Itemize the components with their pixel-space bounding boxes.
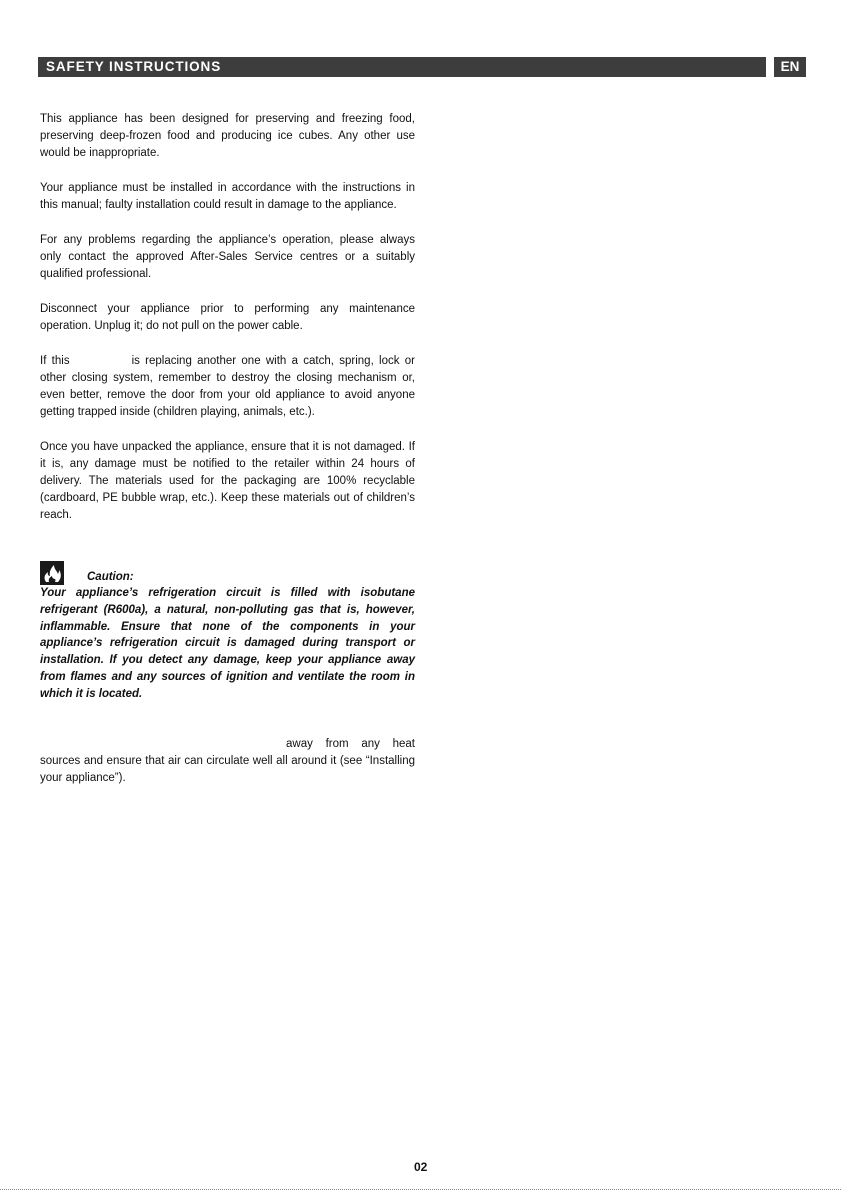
paragraph-unpacking: Once you have unpacked the appliance, ensure that it is not damaged. If it is, any damage must be notified to the retailer within 24 hours of delivery. The materials used for the packaging are 100% recyclable (cardboard, PE bubble wrap, etc.). Keep these materials out of children’s reach. [40,441,415,521]
old-appliance-lead: If this [40,355,70,367]
safety-text-column [40,111,415,787]
language-badge: EN [774,57,806,77]
paragraph-old-appliance [40,353,415,421]
paragraph-after-sales: For any problems regarding the appliance’s operation, please always only contact the approved After-Sales Service centres or a suitably qualified professional. [40,234,415,280]
caution-text: Your appliance’s refrigeration circuit is filled with isobutane refrigerant (R600a), a natural, non-polluting gas that is, however, inflammable. Ensure that none of the components in your appliance’s refrigeration circuit is damaged during transport or installation. If you detect any damage, keep your appliance away from flames and any sources of ignition and ventilate the room in which it is located. [40,587,415,700]
old-appliance-rest: is replacing another one with a catch, spring, lock or other closing system, remember to destroy the closing mechanism or, even better, remove the door from your old appliance to avoid anyone getting trapped inside (children playing, animals, etc.). [40,355,416,418]
footer-divider [0,1189,841,1190]
placement-rest: sources and ensure that air can circulate well all around it (see “Installing your appliance”). [40,754,415,784]
paragraph-installation: Your appliance must be installed in accordance with the instructions in this manual; faulty installation could result in damage to the appliance. [40,182,415,211]
placement-lead: away from any heat [286,737,415,750]
caution-label: Caution: [87,571,134,583]
paragraph-intended-use: This appliance has been designed for preserving and freezing food, preserving deep-frozen food and producing ice cubes. Any other use would be inappropriate. [40,113,415,159]
section-title: SAFETY INSTRUCTIONS [46,59,222,74]
paragraph-placement [40,736,415,787]
flame-warning-icon [40,561,64,585]
section-title-bar [38,57,766,77]
caution-heading [40,560,415,585]
paragraph-disconnect: Disconnect your appliance prior to performing any maintenance operation. Unplug it; do not pull on the power cable. [40,303,415,332]
page-number: 02 [414,1160,428,1174]
